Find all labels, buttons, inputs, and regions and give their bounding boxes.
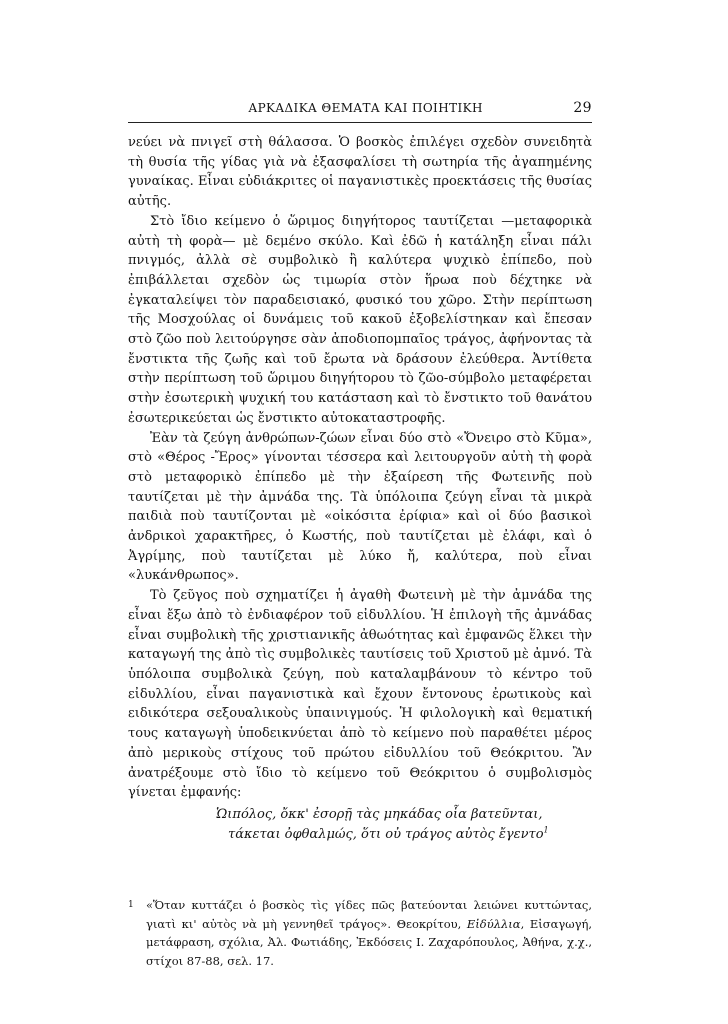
- paragraph-1: νεύει νὰ πνιγεῖ στὴ θάλασσα. Ὁ βοσκὸς ἐπιλέγει σχεδὸν συνειδητὰ τὴ θυσία τῆς γίδας γιὰ νὰ ἐξασφαλίσει τὴ σωτηρία τῆς ἀγαπημένης γυναίκας. Εἶναι εὐδιάκριτες οἱ παγανιστικὲς προεκτάσεις τῆς θυσίας αὐτῆς.: [128, 135, 592, 210]
- paragraph-4: Τὸ ζεῦγος ποὺ σχηματίζει ἡ ἀγαθὴ Φωτεινὴ μὲ τὴν ἀμνάδα της εἶναι ἔξω ἀπὸ τὸ ἐνδιαφέρον τοῦ εἰδυλλίου. Ἡ ἐπιλογὴ τῆς ἀμνάδας εἶναι συμβολικὴ τῆς χριστιανικῆς ἀθωότητας καὶ ἐμφανῶς ἕλκει τὴν καταγωγή της ἀπὸ τὶς συμβολικὲς ταυτίσεις τοῦ Χριστοῦ μὲ ἀμνό. Τὰ ὑπόλοιπα συμβολικὰ ζεύγη, ποὺ καταλαμβάνουν τὸ κέντρο τοῦ εἰδυλλίου, εἶναι παγανιστικὰ καὶ ἔχουν ἔντονους ἐρωτικοὺς καὶ ειδικότερα σεξουαλικοὺς ὑπαινιγμούς. Ἡ φιλολογικὴ καὶ θεματική τους καταγωγὴ ὑποδεικνύεται ἀπὸ τὸ κείμενο ποὺ παραθέτει μέρος ἀπὸ μερικοὺς στίχους τοῦ πρώτου εἰδυλλίου τοῦ Θεόκριτου. Ἂν ἀνατρέξουμε στὸ ἴδιο τὸ κείμενο τοῦ Θεόκριτου ὁ συμβολισμὸς γίνεται ἐμφανής:: [128, 588, 592, 801]
- running-head-title: ΑΡΚΑΔΙΚΑ ΘΕΜΑΤΑ ΚΑΙ ΠΟΙΗΤΙΚΗ: [248, 101, 483, 115]
- paragraph-3: Ἐὰν τὰ ζεύγη ἀνθρώπων-ζώων εἶναι δύο στὸ «Ὄνειρο στὸ Κῦμα», στὸ «Θέρος -Ἔρος» γίνονται τέσσερα καὶ λειτουργοῦν αὐτὴ τὴ φορὰ στὸ μεταφορικὸ ἐπίπεδο μὲ τὴν ἐξαίρεση τῆς Φωτεινῆς ποὺ ταυτίζεται μὲ τὴν ἀμνάδα της. Τὰ ὑπόλοιπα ζεύγη εἶναι τὰ μικρὰ παιδιὰ ποὺ ταυτίζονται μὲ «οἰκόσιτα ἐρίφια» καὶ οἱ δύο βασικοὶ ἀνδρικοὶ χαρακτῆρες, ὁ Κωστής, ποὺ ταυτίζεται μὲ ἐλάφι, καὶ ὁ Ἀγρίμης, ποὺ ταυτίζεται μὲ λύκο ἤ, καλύτερα, ποὺ εἶναι «λυκάνθρωπος».: [128, 430, 592, 584]
- page-number: 29: [573, 100, 592, 116]
- footnote: [128, 896, 592, 970]
- page: [128, 100, 593, 968]
- footnote-work-title: Εἰδύλλια: [466, 916, 521, 931]
- footnote-reference: 1: [543, 825, 549, 835]
- footnote-text-part-2: , Εἰσαγωγή, μετάφραση, σχόλια, Ἀλ. Φωτιάδης, Ἐκδόσεις Ι. Ζαχαρόπουλος, Ἀθήνα, χ.χ., στίχοι 87-88, σελ. 17.: [146, 916, 593, 968]
- verse-line-1: Ὡιπόλος, ὄκκ' ἐσορῇ τὰς μηκάδας οἷα βατεῦνται,: [216, 806, 543, 822]
- footnote-text-part-1: «Ὅταν κυττάζει ὁ βοσκὸς τὶς γίδες πῶς βατεύονται λειώνει κυττώντας, γιατὶ κι' αὐτὸς νὰ μὴ γεννηθεῖ τράγος». Θεοκρίτου,: [146, 898, 592, 931]
- footnote-mark: 1: [128, 900, 134, 910]
- footnote-text: [146, 896, 592, 970]
- theocritus-quote: [128, 805, 592, 845]
- running-head: [128, 100, 592, 120]
- paragraph-2: Στὸ ἴδιο κείμενο ὁ ὥριμος διηγήτορος ταυτίζεται —μεταφορικὰ αὐτὴ τὴ φορὰ— μὲ δεμένο σκύλο. Καὶ ἐδῶ ἡ κατάληξη εἶναι πάλι πνιγμός, ἀλλὰ σὲ συμβολικὸ ἢ καλύτερα ψυχικὸ ἐπίπεδο, ποὺ ἐπιβάλλεται σχεδὸν ὡς τιμωρία στὸν ἥρωα ποὺ δέχτηκε νὰ ἐγκαταλείψει τὸν παραδεισιακό, φυσικό του χῶρο. Στὴν περίπτωση τῆς Μοσχούλας οἱ δυνάμεις τοῦ κακοῦ ἐξοβελίστηκαν καὶ ἔπεσαν στὸ ζῶο ποὺ λειτούργησε σὰν ἀποδιοπομπαῖος τράγος, ἀφήνοντας τὰ ἔνστικτα τῆς ζωῆς καὶ τοῦ ἔρωτα νὰ δράσουν ἐλεύθερα. Ἀντίθετα στὴν περίπτωση τοῦ ὥριμου διηγήτορου τὸ ζῶο-σύμβολο μεταφέρεται στὴν ἐσωτερικὴ ψυχική του κατάσταση καὶ τὸ ἔνστικτο τοῦ θανάτου ἐσωτερικεύεται ὡς ἔνστικτο αὐτοκαταστροφῆς.: [128, 213, 592, 426]
- verse-line-2-text: τάκεται ὀφθαλμώς, ὅτι οὐ τράγος αὐτὸς ἔγεντο: [228, 826, 544, 842]
- verse-line-2: [216, 825, 592, 845]
- body-text: [128, 133, 592, 845]
- header-rule: [128, 122, 592, 123]
